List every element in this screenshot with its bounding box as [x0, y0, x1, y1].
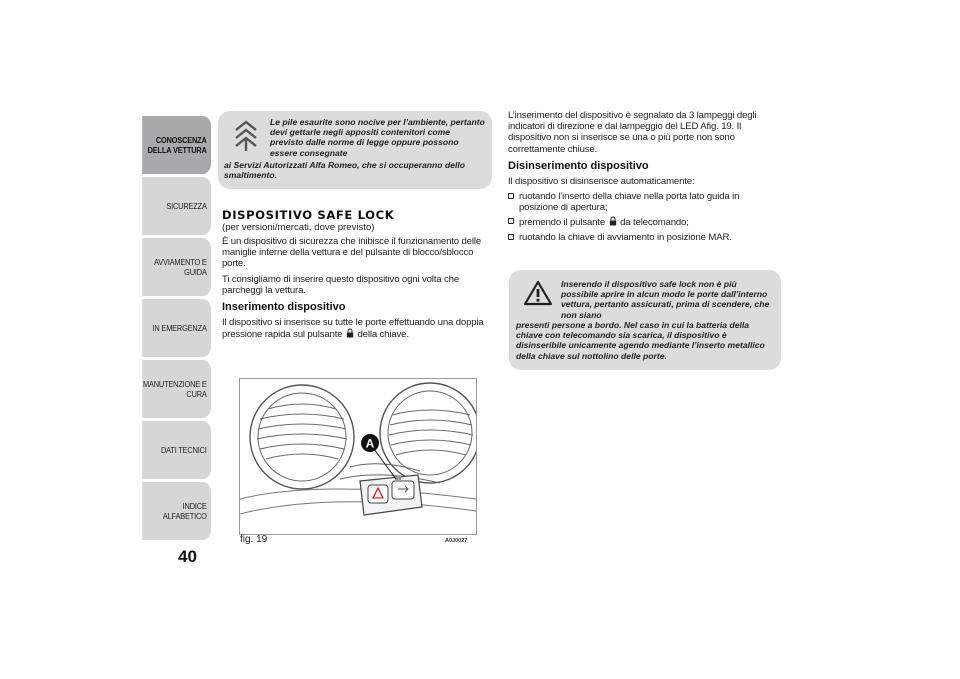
warning-note-text-bottom: presenti persone a bordo. Nel caso in cui la batteria della chiave con telecomando sia scarica, il dispositivo è disinseribile unicamente agendo mediante l’inserto metallico della chiave sul nottolino delle porte.	[516, 320, 765, 361]
tab-dati-tecnici[interactable]: DATI TECNICI	[142, 421, 211, 479]
tab-in-emergenza[interactable]: IN EMERGENZA	[142, 299, 211, 357]
tab-conoscenza-della-vettura[interactable]: CONOSCENZA DELLA VETTURA	[142, 116, 211, 174]
section-title: DISPOSITIVO SAFE LOCK	[222, 208, 395, 222]
disinsert-list	[508, 191, 780, 243]
list-item: ruotando la chiave di avviamento in posizione MAR.	[508, 232, 780, 243]
column-left	[222, 209, 494, 344]
list-item: premendo il pulsante da telecomando;	[508, 216, 780, 228]
insert-text-before: Il dispositivo si inserisce su tutte le porte effettuando una doppia pressione rapida sul pulsante	[222, 317, 484, 341]
environment-note-text-top: Le pile esaurite sono nocive per l’ambiente, pertanto devi gettarle negli appositi contenitori come previsto dalle norme di legge oppure possono essere consegnate	[270, 117, 485, 158]
environment-note	[218, 111, 492, 189]
insert-paragraph	[222, 317, 494, 340]
list-item: ruotando l’inserto della chiave nella porta lato guida in posizione di apertura;	[508, 191, 780, 213]
disinsert-title: Disinserimento dispositivo	[508, 159, 649, 172]
tab-indice-alfabetico[interactable]: INDICE ALFABETICO	[142, 482, 211, 540]
checkbox-bullet-icon	[508, 234, 514, 240]
column-right	[508, 110, 780, 247]
disinsert-intro: Il dispositivo si disinserisce automaticamente:	[508, 175, 695, 187]
dashboard-drawing	[240, 379, 476, 534]
section-paragraph-1: È un dispositivo di sicurezza che inibisce il funzionamento delle maniglie interne della vettura e del pulsante di blocco/sblocco porte.	[222, 236, 482, 270]
warning-note-text-top: Inserendo il dispositivo safe lock non è più possibile aprire in alcun modo le porte dall’interno vettura, pertanto assicurati, prima di scendere, che non siano	[561, 279, 770, 320]
warning-note	[509, 270, 781, 370]
section-paragraph-2: Ti consigliamo di inserire questo dispositivo ogni volta che parcheggi la vettura.	[222, 273, 460, 296]
warning-triangle-icon	[523, 280, 553, 306]
figure-19-illustration	[239, 378, 477, 535]
figure-code: A0J0027	[445, 538, 468, 544]
checkbox-bullet-icon	[508, 218, 514, 224]
tab-sicurezza[interactable]: SICUREZZA	[142, 177, 211, 235]
insert-text-after: della chiave.	[357, 329, 409, 341]
lock-icon	[609, 216, 617, 226]
recycling-arrows-icon	[232, 118, 260, 152]
section-subtitle: (per versioni/mercati, dove previsto)	[222, 222, 375, 233]
checkbox-bullet-icon	[508, 193, 514, 199]
insert-title: Inserimento dispositivo	[222, 301, 346, 314]
figure-caption: fig. 19	[240, 534, 268, 545]
chapter-tabs	[131, 116, 211, 543]
callout-label: A	[365, 436, 375, 451]
tab-avviamento-e-guida[interactable]: AVVIAMENTO E GUIDA	[142, 238, 211, 296]
page-number: 40	[178, 547, 197, 566]
environment-note-text-bottom: ai Servizi Autorizzati Alfa Romeo, che si occuperanno dello smaltimento.	[224, 160, 465, 181]
tab-manutenzione-e-cura[interactable]: MANUTENZIONE E CURA	[142, 360, 211, 418]
lock-icon	[346, 328, 354, 338]
column2-paragraph-1: L’inserimento del dispositivo è segnalato da 3 lampeggi degli indicatori di direzione e dal lampeggio del LED Afig. 19. Il dispositivo non si inserisce se una o più porte non sono correttamente chiuse.	[508, 110, 757, 155]
